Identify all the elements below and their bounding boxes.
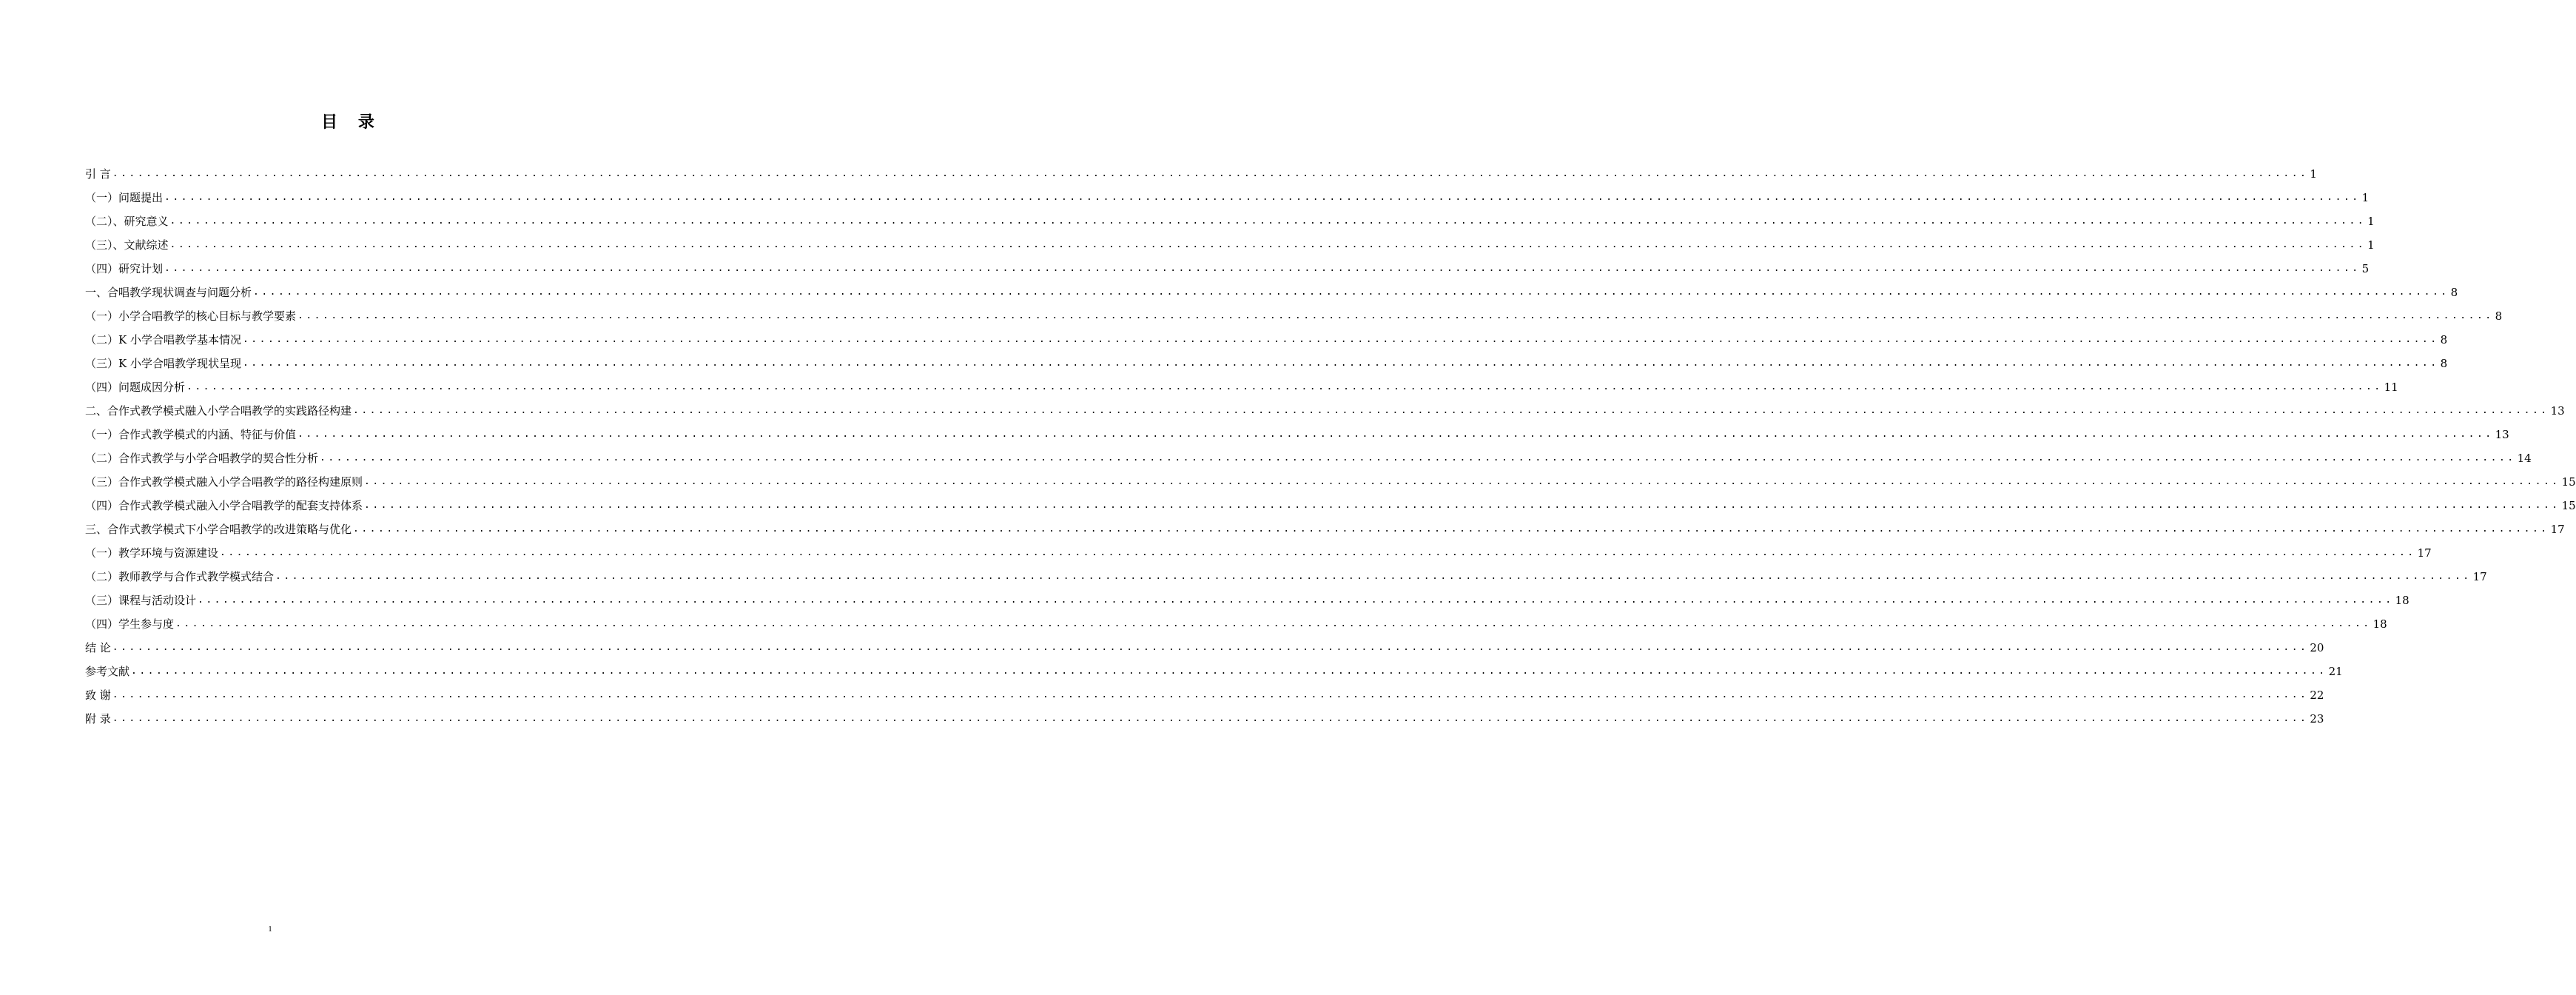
toc-entry-label: 附 录 — [85, 712, 111, 726]
toc-entry-page: 1 — [2367, 215, 2375, 228]
toc-leader-dots: ...................................................................................................................................................................................................................................................................... — [164, 192, 2361, 203]
toc-entry[interactable] — [85, 375, 2398, 399]
toc-entry-page: 17 — [2417, 546, 2432, 560]
toc-entry[interactable] — [85, 541, 2432, 565]
toc-entry[interactable] — [85, 423, 2509, 446]
toc-entry-page: 17 — [2472, 570, 2487, 583]
toc-entry[interactable] — [85, 683, 2324, 707]
toc-leader-dots: ...................................................................................................................................................................................................................................................................... — [175, 618, 2372, 629]
page-number: 1 — [268, 925, 272, 934]
toc-leader-dots: ...................................................................................................................................................................................................................................................................... — [297, 429, 2494, 440]
toc-entry-page: 22 — [2310, 689, 2324, 702]
toc-entry-label: （一）小学合唱教学的核心目标与教学要素 — [85, 309, 297, 323]
toc-entry-label: （二）、研究意义 — [85, 215, 169, 228]
toc-entry[interactable] — [85, 328, 2448, 352]
toc-entry[interactable] — [85, 636, 2324, 660]
toc-leader-dots: ...................................................................................................................................................................................................................................................................... — [198, 594, 2394, 606]
toc-entry[interactable] — [85, 565, 2487, 589]
toc-entry-label: （一）教学环境与资源建设 — [85, 546, 219, 560]
toc-entry-page: 1 — [2367, 238, 2375, 252]
toc-entry[interactable] — [85, 304, 2503, 328]
toc-entry-page: 13 — [2495, 428, 2509, 441]
toc-entry-label: （四）学生参与度 — [85, 617, 175, 631]
table-of-contents — [85, 162, 2576, 731]
toc-leader-dots: ...................................................................................................................................................................................................................................................................... — [112, 642, 2309, 653]
toc-entry-page: 1 — [2361, 191, 2370, 204]
toc-entry-label: 致 谢 — [85, 689, 111, 702]
toc-entry[interactable] — [85, 517, 2565, 541]
toc-entry[interactable] — [85, 210, 2375, 233]
toc-entry[interactable] — [85, 233, 2375, 257]
toc-entry-label: 结 论 — [85, 641, 111, 654]
toc-entry[interactable] — [85, 589, 2409, 612]
toc-entry[interactable] — [85, 446, 2532, 470]
toc-entry-page: 13 — [2550, 404, 2565, 418]
toc-entry-label: 一、合唱教学现状调查与问题分析 — [85, 286, 252, 299]
toc-entry-page: 18 — [2372, 617, 2387, 631]
toc-entry-label: 二、合作式教学模式融入小学合唱教学的实践路径构建 — [85, 404, 352, 418]
toc-leader-dots: ...................................................................................................................................................................................................................................................................... — [364, 500, 2560, 511]
toc-entry[interactable] — [85, 352, 2448, 375]
toc-entry-page: 17 — [2550, 523, 2565, 536]
toc-leader-dots: ...................................................................................................................................................................................................................................................................... — [242, 358, 2439, 369]
toc-entry-page: 15 — [2561, 499, 2576, 512]
toc-entry-label: （三）合作式教学模式融入小学合唱教学的路径构建原则 — [85, 475, 363, 489]
toc-entry[interactable] — [85, 470, 2576, 494]
toc-leader-dots: ...................................................................................................................................................................................................................................................................... — [112, 168, 2309, 179]
toc-entry-page: 20 — [2310, 641, 2324, 654]
toc-leader-dots: ...................................................................................................................................................................................................................................................................... — [169, 215, 2367, 227]
toc-entry-label: （三）K 小学合唱教学现状呈现 — [85, 357, 241, 370]
toc-entry-label: （二）教师教学与合作式教学模式结合 — [85, 570, 275, 583]
toc-entry-label: （二）合作式教学与小学合唱教学的契合性分析 — [85, 452, 319, 465]
toc-entry-label: 引 言 — [85, 167, 111, 181]
toc-entry-page: 8 — [2440, 333, 2448, 346]
toc-leader-dots: ...................................................................................................................................................................................................................................................................... — [169, 239, 2367, 250]
toc-entry-label: （四）研究计划 — [85, 262, 164, 275]
toc-entry-page: 15 — [2561, 475, 2576, 489]
toc-entry[interactable] — [85, 281, 2458, 304]
page-title: 目 录 — [321, 113, 382, 132]
toc-entry-label: （二）K 小学合唱教学基本情况 — [85, 333, 241, 346]
toc-entry[interactable] — [85, 257, 2370, 281]
toc-leader-dots: ...................................................................................................................................................................................................................................................................... — [353, 523, 2549, 535]
toc-leader-dots: ...................................................................................................................................................................................................................................................................... — [297, 310, 2494, 321]
toc-entry-label: （三）、文献综述 — [85, 238, 169, 252]
toc-leader-dots: ...................................................................................................................................................................................................................................................................... — [353, 405, 2549, 416]
toc-entry-page: 23 — [2310, 712, 2324, 726]
toc-entry-page: 11 — [2384, 381, 2398, 394]
toc-entry-label: 三、合作式教学模式下小学合唱教学的改进策略与优化 — [85, 523, 352, 536]
toc-leader-dots: ...................................................................................................................................................................................................................................................................... — [320, 452, 2516, 463]
toc-entry-page: 8 — [2450, 286, 2458, 299]
toc-entry-page: 21 — [2328, 665, 2343, 678]
toc-entry[interactable] — [85, 399, 2565, 423]
toc-leader-dots: ...................................................................................................................................................................................................................................................................... — [242, 334, 2439, 345]
toc-entry[interactable] — [85, 494, 2576, 517]
toc-leader-dots: ...................................................................................................................................................................................................................................................................... — [164, 263, 2361, 274]
toc-leader-dots: ...................................................................................................................................................................................................................................................................... — [131, 666, 2327, 677]
toc-entry-label: 参考文献 — [85, 665, 130, 678]
toc-entry[interactable] — [85, 707, 2324, 731]
toc-entry[interactable] — [85, 162, 2317, 186]
toc-entry-label: （四）问题成因分析 — [85, 381, 186, 394]
toc-entry[interactable] — [85, 612, 2387, 636]
toc-leader-dots: ...................................................................................................................................................................................................................................................................... — [253, 287, 2449, 298]
toc-entry[interactable] — [85, 660, 2343, 683]
toc-entry-label: （一）合作式教学模式的内涵、特征与价值 — [85, 428, 297, 441]
toc-entry-page: 1 — [2310, 167, 2317, 181]
toc-entry-page: 18 — [2395, 594, 2409, 607]
toc-leader-dots: ...................................................................................................................................................................................................................................................................... — [112, 713, 2309, 724]
toc-entry-label: （一）问题提出 — [85, 191, 164, 204]
toc-entry-label: （三）课程与活动设计 — [85, 594, 197, 607]
toc-leader-dots: ...................................................................................................................................................................................................................................................................... — [112, 689, 2309, 700]
toc-entry-page: 8 — [2495, 309, 2503, 323]
toc-entry[interactable] — [85, 186, 2370, 210]
toc-leader-dots: ...................................................................................................................................................................................................................................................................... — [275, 571, 2472, 582]
toc-entry-page: 8 — [2440, 357, 2448, 370]
toc-leader-dots: ...................................................................................................................................................................................................................................................................... — [364, 476, 2560, 487]
toc-entry-label: （四）合作式教学模式融入小学合唱教学的配套支持体系 — [85, 499, 363, 512]
toc-entry-page: 5 — [2361, 262, 2370, 275]
toc-leader-dots: ...................................................................................................................................................................................................................................................................... — [186, 381, 2383, 392]
toc-entry-page: 14 — [2517, 452, 2532, 465]
toc-leader-dots: ...................................................................................................................................................................................................................................................................... — [220, 547, 2416, 558]
